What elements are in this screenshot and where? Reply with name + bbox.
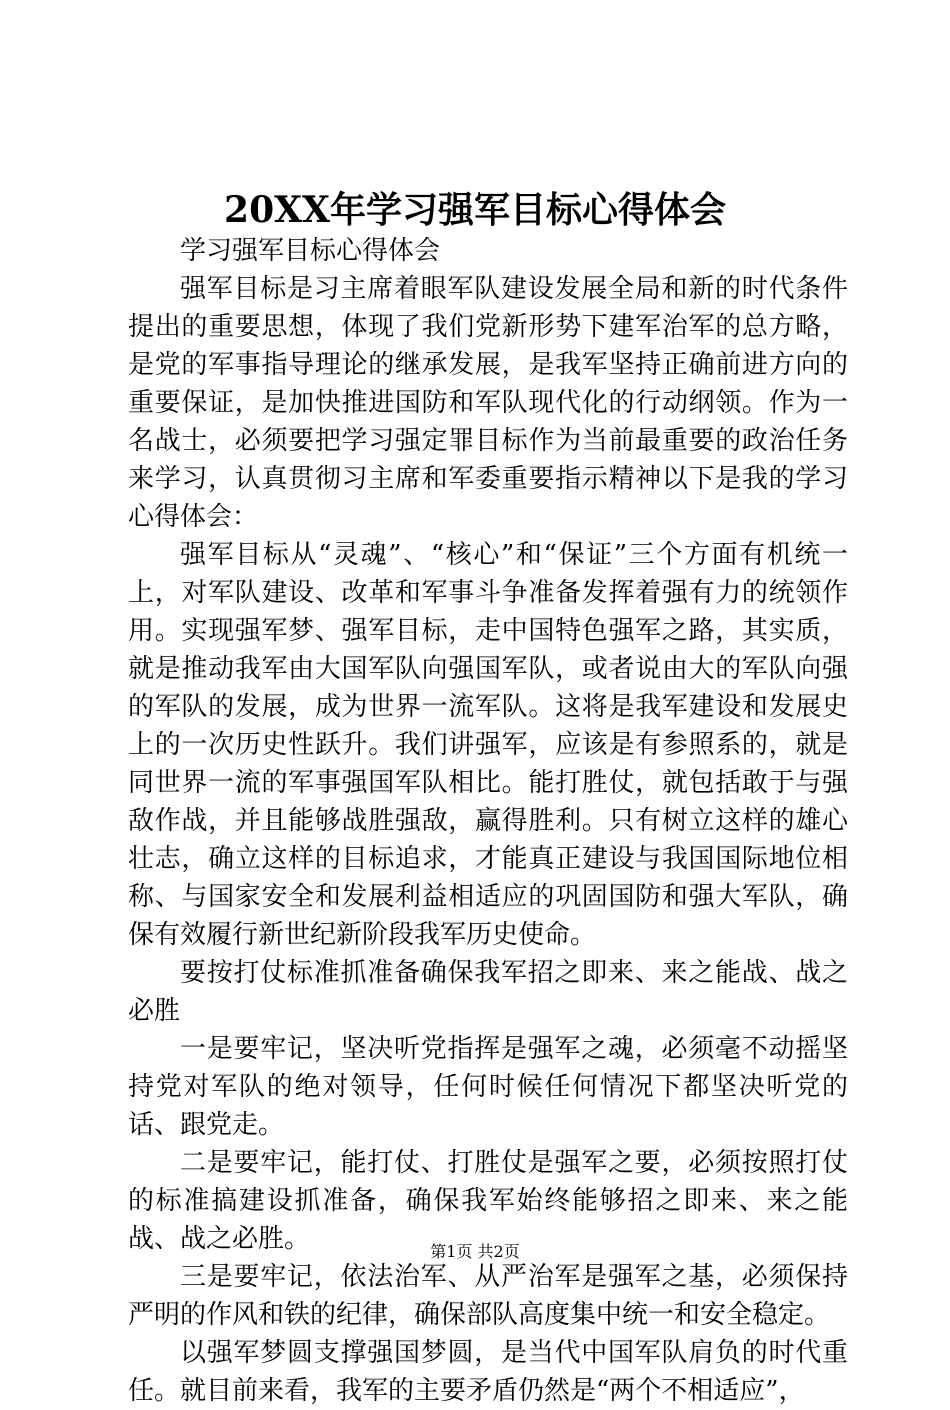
page-number-footer: 第1页 共2页 — [430, 1242, 520, 1261]
paragraph: 以强军梦圆支撑强国梦圆，是当代中国军队肩负的时代重任。就目前来看，我军的主要矛盾仍然是“两个不相适应”， — [128, 1338, 848, 1406]
paragraph: 三是要牢记，依法治军、从严治军是强军之基，必须保持严明的作风和铁的纪律，确保部队高度集中统一和安全稳定。 — [128, 1262, 848, 1330]
paragraph: 二是要牢记，能打仗、打胜仗是强军之要，必须按照打仗的标准搞建设抓准备，确保我军始终能够招之即来、来之能战、战之必胜。 — [128, 1148, 848, 1254]
document-body — [128, 232, 848, 1410]
paragraph: 强军目标从“灵魂”、“核心”和“保证”三个方面有机统一上，对军队建设、改革和军事斗争准备发挥着强有力的统领作用。实现强军梦、强军目标，走中国特色强军之路，其实质，就是推动我军由大国军队向强国军队，或者说由大的军队向强的军队的发展，成为世界一流军队。这将是我军建设和发展史上的一次历史性跃升。我们讲强军，应该是有参照系的，就是同世界一流的军事强国军队相比。能打胜仗，就包括敢于与强敌作战，并且能够战胜强敌，赢得胜利。只有树立这样的雄心壮志，确立这样的目标追求，才能真正建设与我国国际地位相称、与国家安全和发展利益相适应的巩固国防和强大军队，确保有效履行新世纪新阶段我军历史使命。 — [128, 540, 848, 950]
paragraph-heading: 要按打仗标准抓准备确保我军招之即来、来之能战、战之必胜 — [128, 958, 848, 1026]
paragraph-subtitle: 学习强军目标心得体会 — [180, 236, 441, 266]
paragraph: 强军目标是习主席着眼军队建设发展全局和新的时代条件提出的重要思想，体现了我们党新形势下建军治军的总方略，是党的军事指导理论的继承发展，是我军坚持正确前进方向的重要保证，是加快推进国防和军队现代化的行动纲领。作为一名战士，必须要把学习强定罪目标作为当前最重要的政治任务来学习，认真贯彻习主席和军委重要指示精神以下是我的学习心得体会： — [128, 274, 848, 532]
paragraph: 一是要牢记，坚决听党指挥是强军之魂，必须毫不动摇坚持党对军队的绝对领导，任何时候任何情况下都坚决听党的话、跟党走。 — [128, 1034, 848, 1140]
document-title: 20XX年学习强军目标心得体会 — [224, 189, 726, 231]
